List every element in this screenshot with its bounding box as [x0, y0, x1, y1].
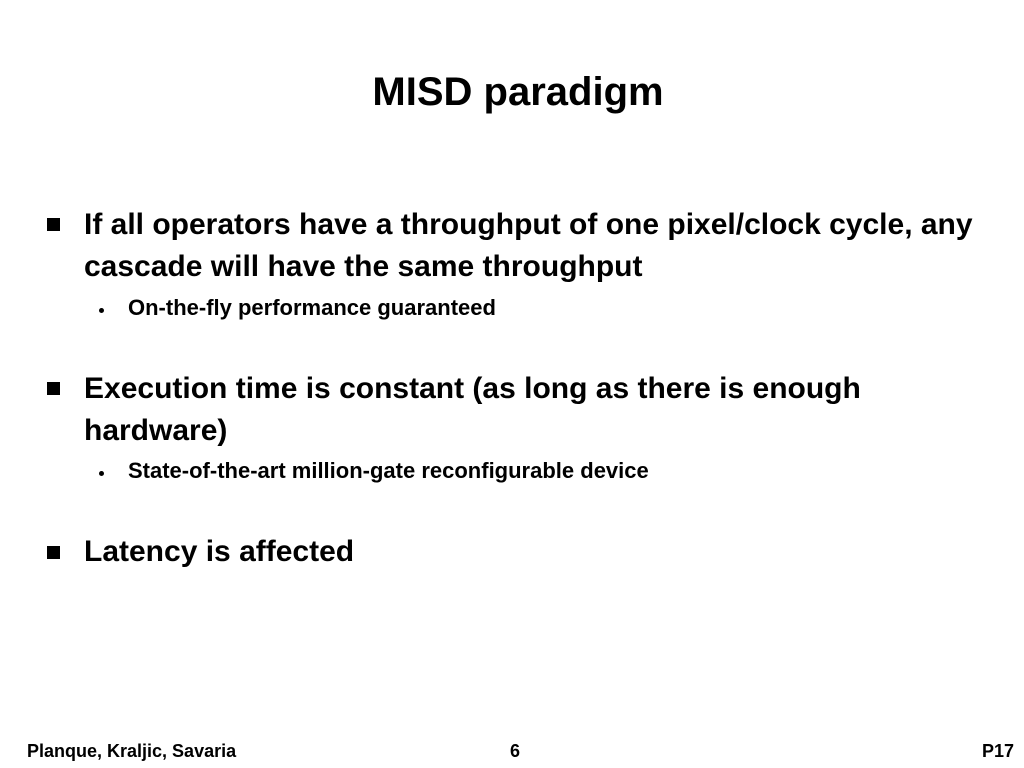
bullet-text: Latency is affected	[84, 535, 355, 568]
footer-page-number: 6	[509, 741, 520, 761]
square-bullet-icon	[47, 382, 60, 395]
footer-authors: Planque, Kraljic, Savaria	[27, 741, 237, 761]
slide-title: MISD paradigm	[372, 70, 664, 114]
footer-slide-id: P17	[981, 741, 1014, 761]
sub-bullet-text: State-of-the-art million-gate reconfigurable device	[128, 458, 649, 483]
bullet-text: Execution time is constant (as long as there is enough hardware)	[84, 372, 861, 447]
sub-bullet-text: On-the-fly performance guaranteed	[128, 295, 496, 320]
square-bullet-icon	[47, 218, 60, 231]
square-bullet-icon	[47, 546, 60, 559]
dot-bullet-icon	[99, 471, 104, 476]
dot-bullet-icon	[99, 308, 104, 313]
bullet-text: If all operators have a throughput of one pixel/clock cycle, any cascade will have the same throughput	[84, 208, 973, 283]
